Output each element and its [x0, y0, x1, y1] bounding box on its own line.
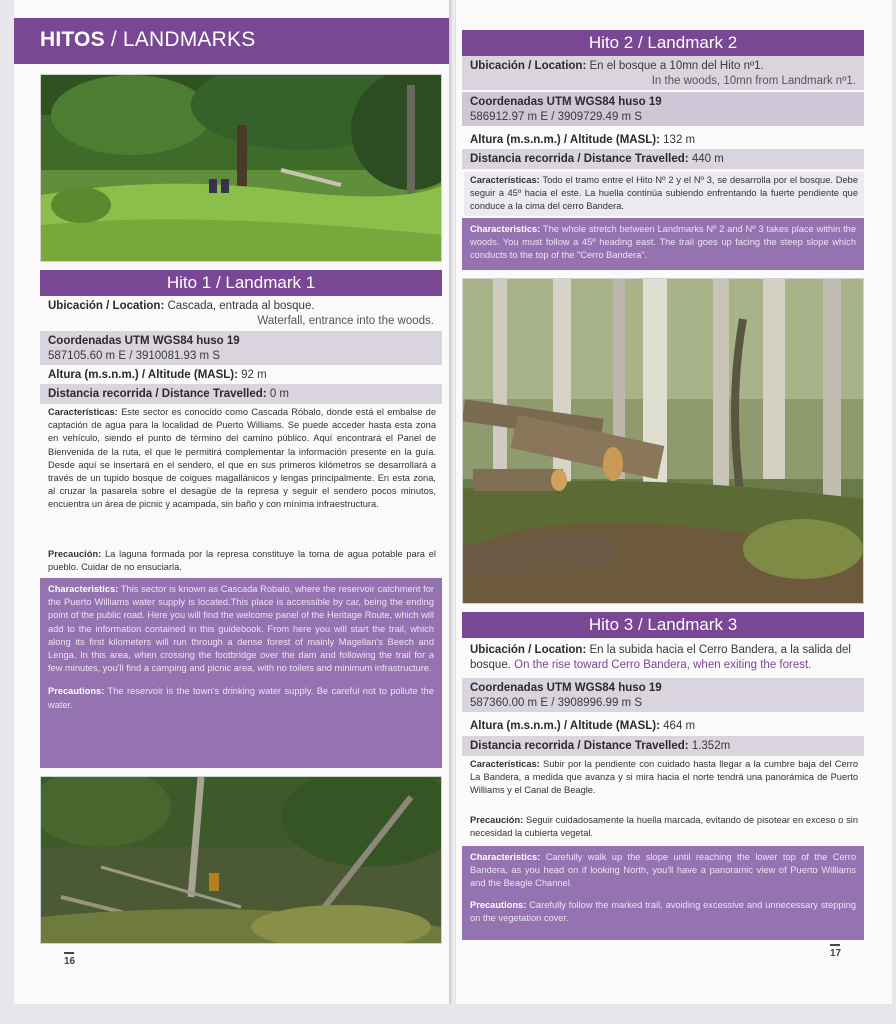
landmark3-precaution-es: [464, 814, 864, 840]
section-header: [14, 18, 450, 64]
landmark2-char-en-label: Characteristics:: [470, 224, 541, 234]
landmark3-char-en-label: Characteristics:: [470, 852, 541, 862]
landmark3-char-en-text: Carefully walk up the slope until reaching the lower top of the Cerro Bandera, as you head on if looking North, you'll have a panoramic view of Puerto Williams and the Beagle Channel.: [470, 852, 856, 889]
landmark1-location: [40, 296, 442, 330]
landmark3-prec-es-label: Precaución:: [470, 815, 524, 825]
landmark1-location-en: Waterfall, entrance into the woods.: [257, 315, 434, 327]
landmark1-characteristics-es: [42, 406, 442, 512]
landmark1-characteristics-en: [48, 583, 434, 675]
landmark1-coords: [40, 331, 442, 365]
photo-meadow: [40, 74, 442, 262]
landmark1-altitude: [40, 365, 442, 385]
landmark2-title: Hito 2 / Landmark 2: [462, 30, 864, 56]
landmark1-prec-es-label: Precaución:: [48, 549, 102, 559]
landmark2-coords: [462, 92, 864, 126]
landmark3-char-es-text: Subir por la pendiente con cuidado hasta llegar a la cumbre baja del Cerro La Bandera, a medida que avanza y si mira hacia el norte tendrá una panorámica de Puerto Williams y el Canal de Beagle.: [470, 759, 858, 796]
landmark1-char-en-text: This sector is known as Cascada Robalo, where the reservoir catchment for the Puerto Williams water supply is located.This place is accessible by car, being the ending point of the public road. Here you will find the welcome panel of the Heritage Route, which will add to the information contained in this guidebook. From here you will start the trail, which along its first kilometers will run through a dense forest of mainly Magellan's Beech and Lenga. In this area, when crossing the footbridge over the dam and following the trail for a few minutes, you'll find a camping and picnic area, with no toilets and minimum infrastructure.: [48, 584, 434, 674]
landmark3-distance: [462, 736, 864, 756]
page-number-right: 17: [830, 944, 841, 959]
photo-forest-floor: [40, 776, 442, 944]
landmark1-location-es: Cascada, entrada al bosque.: [167, 300, 315, 312]
landmark1-altitude-value: 92 m: [241, 369, 267, 381]
landmark1-char-es-text: Este sector es conocido como Cascada Róbalo, donde está el embalse de captación de agua para la localidad de Puerto Williams. Se puede acceder hasta esta zona en vehículo, siendo el punto de término del camino público. Aquí encontrará el Panel de Bienvenida de la ruta, el que le permitirá complementar la información presente en la guía. Desde aquí se insertará en el sendero, el que en sus primeros kilómetros se desarrollará a través de un tupido bosque de coigues magallánicos y lengas principalmente. En esta zona, al cruzar la pasarela sobre el desagüe de la represa y seguir el sendero pocos minutos, encuentra un área de picnic y acampada, sin baño y con mínima infraestructura.: [48, 407, 436, 510]
landmark3-coords: [462, 678, 864, 712]
landmark3-distance-label: Distancia recorrida / Distance Travelled:: [470, 740, 689, 752]
landmark2-char-en-text: The whole stretch between Landmarks Nº 2 and Nº 3 takes place within the woods. You must follow a 45º heading east. The trail goes up facing the steep slope which conducts to the top of the "Cerro Bandera".: [470, 224, 856, 261]
header-bold: HITOS: [40, 28, 105, 51]
landmark2-altitude-label: Altura (m.s.n.m.) / Altitude (MASL):: [470, 134, 660, 146]
landmark3-characteristics-es: [464, 758, 864, 798]
landmark1-location-label: Ubicación / Location:: [48, 300, 165, 312]
landmark1-prec-es-text: La laguna formada por la represa constituye la toma de agua potable para el pueblo. Cuidar de no ensuciarla.: [48, 549, 436, 573]
landmark1-english-box: [40, 578, 442, 768]
landmark2-coords-label: Coordenadas UTM WGS84 huso 19: [470, 96, 662, 108]
landmark1-char-es-label: Características:: [48, 407, 118, 417]
landmark2-distance: [462, 149, 864, 169]
landmark2-char-es-text: Todo el tramo entre el Hito Nº 2 y el Nº 3, se desarrolla por el bosque. Debe seguir a 45º hacia el este. La huella continúa subiendo enfrentando la fuerte pendiente que conduce a la cima del cerro Bandera.: [470, 175, 859, 212]
landmark3-altitude-label: Altura (m.s.n.m.) / Altitude (MASL):: [470, 720, 660, 732]
landmark3-location-label: Ubicación / Location:: [470, 644, 587, 656]
landmark3-characteristics-en: [470, 851, 856, 891]
landmark1-precaution-es: [42, 548, 442, 574]
landmark1-prec-en-label: Precautions:: [48, 686, 105, 697]
landmark3-altitude-value: 464 m: [663, 720, 696, 732]
landmark2-distance-value: 440 m: [691, 153, 724, 165]
landmark2-location-es: En el bosque a 10mn del Hito nº1.: [589, 60, 764, 72]
landmark2-characteristics-es: [464, 172, 864, 216]
landmark3-prec-es-text: Seguir cuidadosamente la huella marcada, evitando de pisotear en exceso o sin necesidad la cubierta vegetal.: [470, 815, 858, 839]
landmark1-prec-en-text: The reservoir is the town's drinking water supply. Be careful not to pollute the water.: [48, 686, 434, 710]
left-page: [14, 0, 450, 1004]
landmark3-location-en: On the rise toward Cerro Bandera, when exiting the forest.: [514, 659, 812, 671]
landmark1-coords-value: 587105.60 m E / 3910081.93 m S: [48, 350, 220, 362]
landmark1-char-en-label: Characteristics:: [48, 584, 119, 594]
landmark2-char-es-label: Características:: [470, 175, 540, 185]
landmark3-prec-en-label: Precautions:: [470, 899, 527, 910]
landmark3-altitude: [462, 716, 864, 736]
header-sep: /: [104, 28, 123, 51]
landmark2-english-box: [462, 218, 864, 270]
landmark2-location-label: Ubicación / Location:: [470, 60, 587, 72]
landmark1-coords-label: Coordenadas UTM WGS84 huso 19: [48, 335, 240, 347]
landmark3-precautions-en: [470, 899, 856, 925]
landmark3-title: Hito 3 / Landmark 3: [462, 612, 864, 638]
landmark2-distance-label: Distancia recorrida / Distance Travelled:: [470, 153, 689, 165]
landmark3-distance-value: 1.352m: [691, 740, 731, 752]
landmark2-altitude-value: 132 m: [663, 134, 696, 146]
landmark3-location-es: En la subida hacia el Cerro Bandera, a la salida del bosque.: [470, 644, 851, 671]
landmark1-distance-label: Distancia recorrida / Distance Travelled:: [48, 388, 267, 400]
landmark3-coords-value: 587360.00 m E / 3908996.99 m S: [470, 697, 642, 709]
right-page: [456, 0, 892, 1004]
landmark3-english-box: [462, 846, 864, 940]
page-number-left: 16: [64, 952, 75, 967]
photo-woods-logs: [462, 278, 864, 604]
landmark1-distance: [40, 384, 442, 404]
landmark3-char-es-label: Características:: [470, 759, 540, 769]
landmark3-prec-en-text: Carefully follow the marked trail, avoiding excessive and unnecessary stepping on the vegetation cover.: [470, 899, 857, 923]
landmark1-title: Hito 1 / Landmark 1: [40, 270, 442, 296]
landmark2-location-en: In the woods, 10mn from Landmark nº1.: [651, 75, 856, 87]
landmark2-location: [462, 56, 864, 90]
landmark3-coords-label: Coordenadas UTM WGS84 huso 19: [470, 682, 662, 694]
header-thin: LANDMARKS: [122, 28, 256, 51]
landmark1-distance-value: 0 m: [269, 388, 289, 400]
landmark3-location: [462, 640, 864, 674]
landmark2-coords-value: 586912.97 m E / 3909729.49 m S: [470, 111, 642, 123]
landmark1-altitude-label: Altura (m.s.n.m.) / Altitude (MASL):: [48, 369, 238, 381]
landmark2-altitude: [462, 130, 864, 150]
landmark1-precautions-en: [48, 685, 434, 711]
